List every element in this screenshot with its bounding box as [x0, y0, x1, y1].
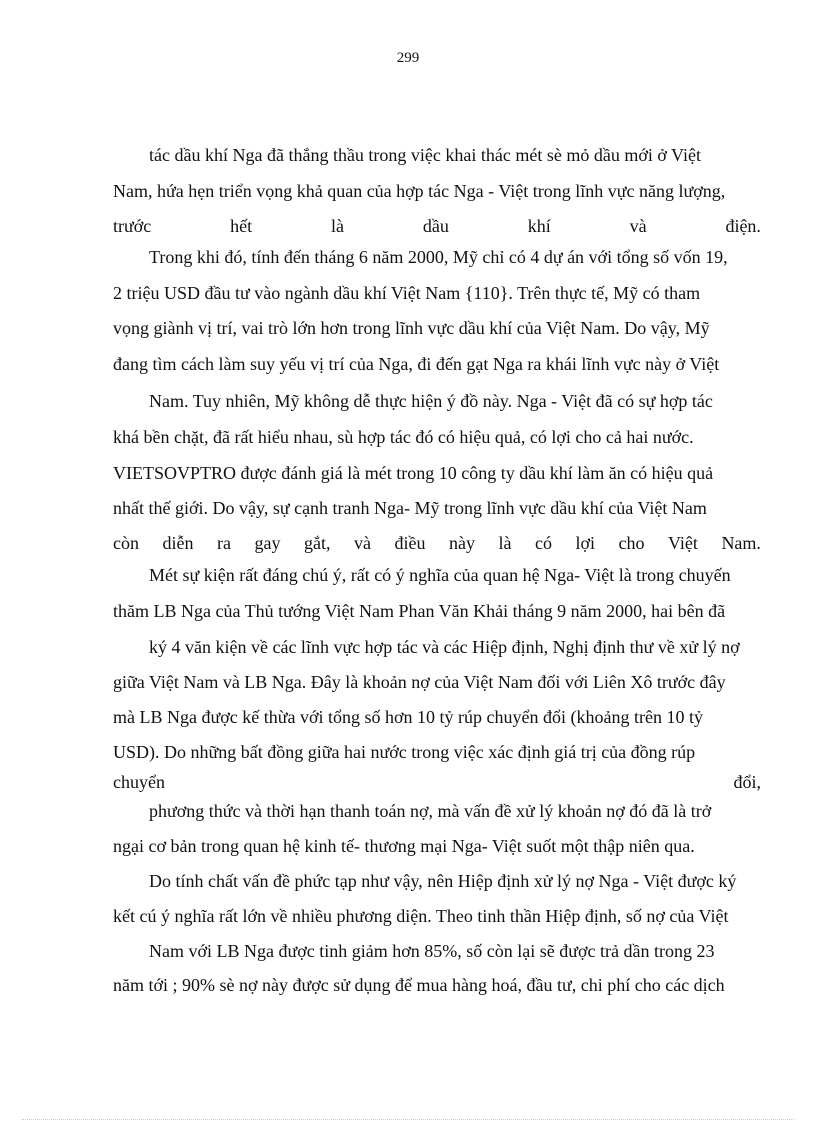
- word: và: [353, 533, 371, 553]
- text-line: phương thức và thời hạn thanh toán nợ, mà vấn đề xử lý khoản nợ đó đã là trở: [149, 801, 712, 821]
- word: khí: [527, 216, 551, 236]
- word: cho: [618, 533, 645, 553]
- justified-line: [113, 770, 761, 794]
- text-line: thăm LB Nga của Thủ tướng Việt Nam Phan Văn Khải tháng 9 năm 2000, hai bên đã: [113, 601, 726, 621]
- word: còn: [113, 533, 139, 553]
- text-line: đang tìm cách làm suy yếu vị trí của Nga, đi đến gạt Nga ra khái lĩnh vực này ở Việt: [113, 354, 720, 374]
- text-line: Do tính chất vấn đề phức tạp như vậy, nên Hiệp định xử lý nợ Nga - Việt được ký: [149, 871, 737, 891]
- word: là: [330, 216, 344, 236]
- word: điện.: [725, 216, 761, 236]
- word: này: [448, 533, 475, 553]
- word: có: [534, 533, 552, 553]
- word: ra: [217, 533, 231, 553]
- text-line: năm tới ; 90% sè nợ này được sử dụng để mua hàng hoá, đầu tư, chi phí cho các dịch: [113, 975, 725, 995]
- word: trước: [113, 216, 152, 236]
- word: gắt,: [303, 533, 331, 553]
- text-line: USD). Do những bất đồng giữa hai nước trong việc xác định giá trị của đồng rúp: [113, 742, 696, 762]
- word: dầu: [422, 216, 449, 236]
- justified-line: [113, 214, 761, 238]
- word: lợi: [575, 533, 596, 553]
- text-line: ký 4 văn kiện về các lĩnh vực hợp tác và các Hiệp định, Nghị định thư về xử lý nợ: [149, 637, 740, 657]
- word: chuyển: [113, 772, 165, 792]
- text-line: nhất thế giới. Do vậy, sự cạnh tranh Nga- Mỹ trong lĩnh vực dầu khí của Việt Nam: [113, 498, 707, 518]
- text-line: Nam, hứa hẹn triển vọng khả quan của hợp tác Nga - Việt trong lĩnh vực năng lượng,: [113, 181, 726, 201]
- word: đổi,: [733, 772, 761, 792]
- page-bottom-divider: [22, 1119, 794, 1120]
- text-line: Mét sự kiện rất đáng chú ý, rất có ý nghĩa của quan hệ Nga- Việt là trong chuyến: [149, 565, 731, 585]
- text-line: 2 triệu USD đầu tư vào ngành dầu khí Việt Nam {110}. Trên thực tế, Mỹ có tham: [113, 283, 701, 303]
- text-line: ngại cơ bản trong quan hệ kinh tế- thương mại Nga- Việt suốt một thập niên qua.: [113, 836, 695, 856]
- text-line: tác dầu khí Nga đã thắng thầu trong việc khai thác mét sè mỏ dầu mới ở Việt: [149, 145, 701, 165]
- justified-line: [113, 531, 761, 555]
- text-line: VIETSOVPTRO được đánh giá là mét trong 10 công ty dầu khí làm ăn có hiệu quả: [113, 463, 714, 483]
- text-line: giữa Việt Nam và LB Nga. Đây là khoản nợ của Việt Nam đối với Liên Xô trước đây: [113, 672, 726, 692]
- word: điều: [394, 533, 426, 553]
- word: Việt: [668, 533, 698, 553]
- page-number: 299: [396, 50, 420, 66]
- word: hết: [230, 216, 253, 236]
- text-line: Nam với LB Nga được tinh giảm hơn 85%, số còn lại sẽ được trả dần trong 23: [149, 941, 715, 961]
- text-line: vọng giành vị trí, vai trò lớn hơn trong lĩnh vực dầu khí của Việt Nam. Do vậy, Mỹ: [113, 318, 710, 338]
- word: diễn: [162, 533, 194, 553]
- text-line: Trong khi đó, tính đến tháng 6 năm 2000, Mỹ chỉ có 4 dự án với tổng số vốn 19,: [149, 247, 728, 267]
- text-line: Nam. Tuy nhiên, Mỹ không dễ thực hiện ý đồ này. Nga - Việt đã có sự hợp tác: [149, 391, 713, 411]
- word: Nam.: [721, 533, 761, 553]
- word: gay: [254, 533, 281, 553]
- text-line: kết cú ý nghĩa rất lớn về nhiều phương diện. Theo tinh thần Hiệp định, số nợ của Việt: [113, 906, 729, 926]
- text-line: mà LB Nga được kế thừa với tổng số hơn 10 tỷ rúp chuyển đổi (khoảng trên 10 tỷ: [113, 707, 703, 727]
- word: là: [498, 533, 512, 553]
- text-line: khá bền chặt, đã rất hiểu nhau, sù hợp tác đó có hiệu quả, có lợi cho cả hai nước.: [113, 427, 694, 447]
- word: và: [629, 216, 647, 236]
